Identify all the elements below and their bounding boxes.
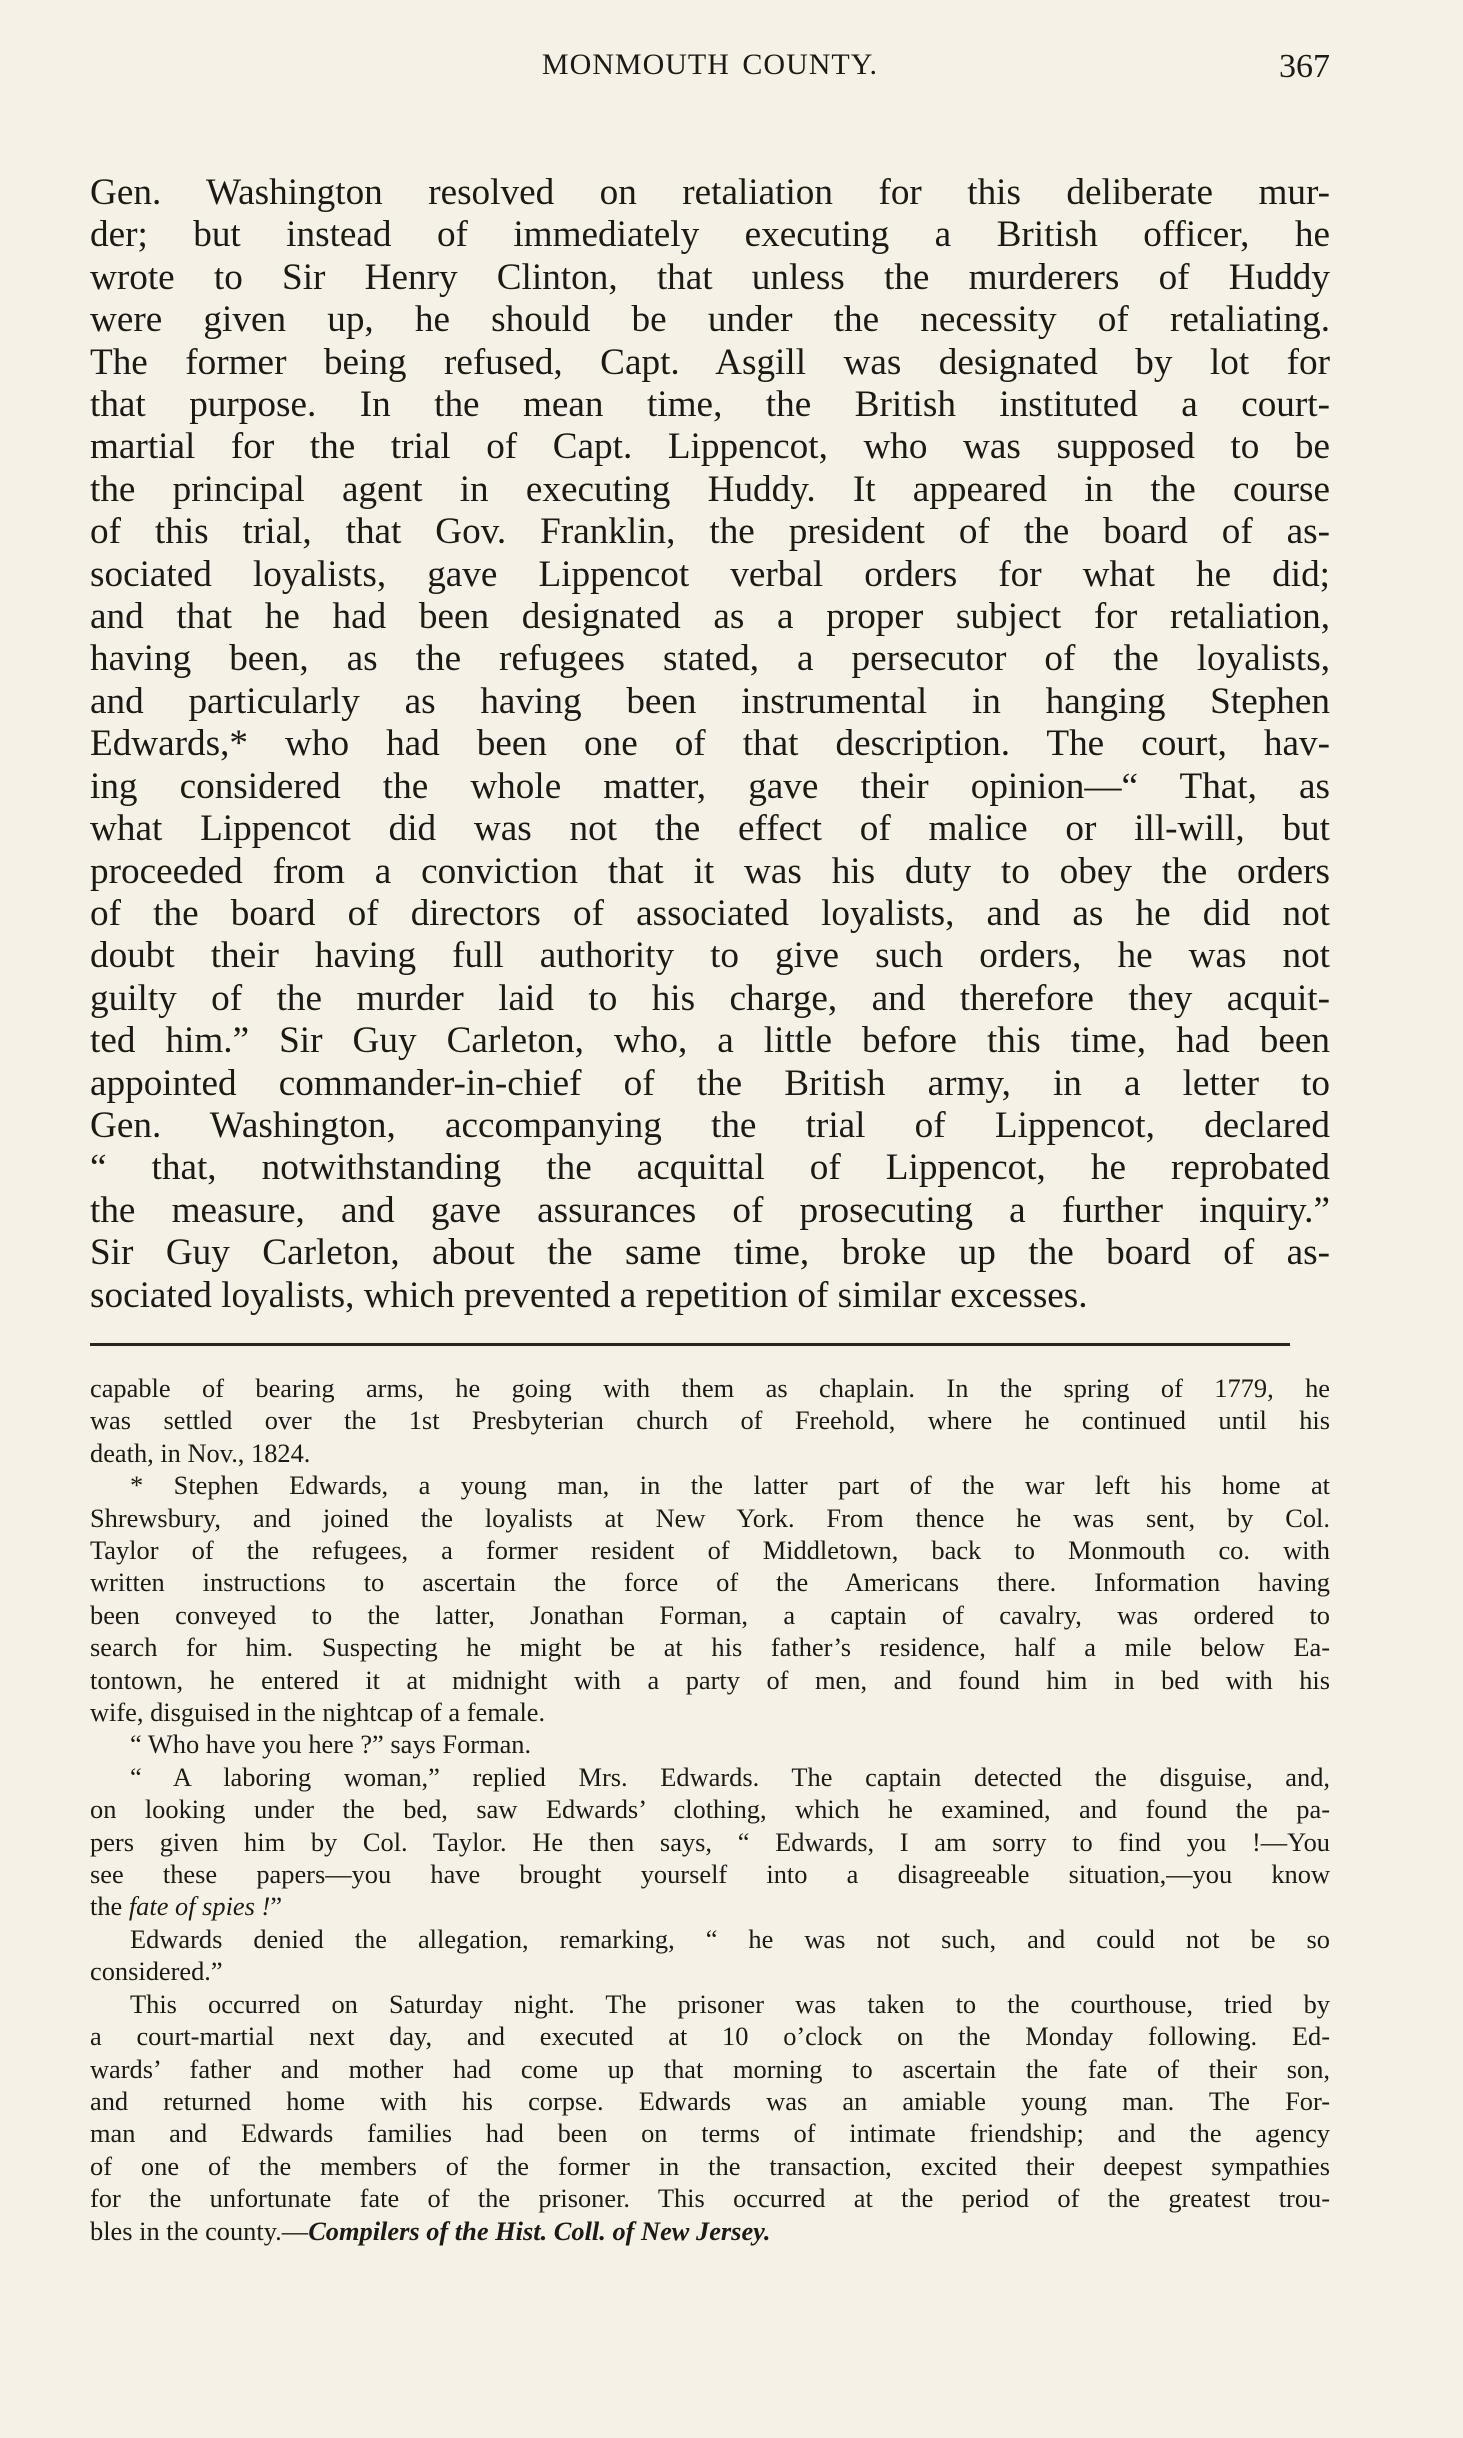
main-text-line: that purpose. In the mean time, the British instituted a court-	[90, 384, 1330, 426]
footnote-line: death, in Nov., 1824.	[90, 1437, 311, 1468]
main-text	[90, 172, 1330, 1317]
main-text-line: and particularly as having been instrumental in hanging Stephen	[90, 680, 1330, 722]
main-text-line: ted him.” Sir Guy Carleton, who, a little before this time, had been	[90, 1020, 1330, 1062]
page-header	[90, 48, 1330, 96]
main-text-line: guilty of the murder laid to his charge, and therefore they acquit-	[90, 977, 1330, 1019]
main-text-line: Gen. Washington resolved on retaliation for this deliberate mur-	[90, 172, 1330, 213]
main-text-line: “ that, notwithstanding the acquittal of Lippencot, he reprobated	[90, 1147, 1330, 1189]
footnote-line: search for him. Suspecting he might be at his father’s residence, half a mile below Ea-	[90, 1632, 1330, 1663]
footnote-line: a court-martial next day, and executed at 10 o’clock on the Monday following. Ed-	[90, 2021, 1330, 2052]
footnote-line: see these papers—you have brought yourself into a disagreeable situation,—you know	[90, 1859, 1330, 1890]
footnote-line: tontown, he entered it at midnight with a party of men, and found him in bed with his	[90, 1664, 1330, 1695]
footnote-line-attribution	[90, 2215, 1330, 2247]
footnote-line: of one of the members of the former in the transaction, excited their deepest sympathies	[90, 2150, 1330, 2181]
footnote-line: and returned home with his corpse. Edwards was an amiable young man. The For-	[90, 2085, 1330, 2116]
footnote-line: man and Edwards families had been on terms of intimate friendship; and the agency	[90, 2118, 1330, 2149]
main-text-line: appointed commander-in-chief of the British army, in a letter to	[90, 1062, 1330, 1104]
footnote-line: pers given him by Col. Taylor. He then says, “ Edwards, I am sorry to find you !—You	[90, 1826, 1330, 1857]
footnote-line: for the unfortunate fate of the prisoner. This occurred at the period of the greatest trou-	[90, 2183, 1330, 2214]
fate-line-suffix: ”	[270, 1891, 283, 1922]
footnote-line: on looking under the bed, saw Edwards’ clothing, which he examined, and found the pa-	[90, 1794, 1330, 1825]
main-text-line: having been, as the refugees stated, a persecutor of the loyalists,	[90, 638, 1330, 680]
main-text-line: martial for the trial of Capt. Lippencot, who was supposed to be	[90, 426, 1330, 468]
footnote-line: * Stephen Edwards, a young man, in the latter part of the war left his home at	[130, 1470, 1330, 1501]
footnote-line: Shrewsbury, and joined the loyalists at New York. From thence he was sent, by Col.	[90, 1502, 1330, 1533]
main-text-line: Sir Guy Carleton, about the same time, broke up the board of as-	[90, 1232, 1330, 1274]
main-text-line: were given up, he should be under the necessity of retaliating.	[90, 299, 1330, 341]
main-text-line: what Lippencot did was not the effect of malice or ill-will, but	[90, 808, 1330, 850]
fate-line-italic: fate of spies !	[128, 1891, 271, 1922]
main-text-line: of this trial, that Gov. Franklin, the president of the board of as-	[90, 511, 1330, 553]
footnote-line: “ A laboring woman,” replied Mrs. Edwards. The captain detected the disguise, and,	[130, 1761, 1330, 1792]
main-text-line: sociated loyalists, gave Lippencot verbal orders for what he did;	[90, 553, 1330, 595]
footnote-line: written instructions to ascertain the force of the Americans there. Information having	[90, 1567, 1330, 1598]
page-number: 367	[1279, 48, 1330, 85]
main-text-line: proceeded from a conviction that it was his duty to obey the orders	[90, 850, 1330, 892]
footnote-line: Edwards denied the allegation, remarking, “ he was not such, and could not be so	[130, 1923, 1330, 1954]
main-text-line: wrote to Sir Henry Clinton, that unless the murderers of Huddy	[90, 256, 1330, 298]
main-text-line: ing considered the whole matter, gave their opinion—“ That, as	[90, 765, 1330, 807]
footnote-line: was settled over the 1st Presbyterian church of Freehold, where he continued until his	[90, 1405, 1330, 1436]
main-text-line: the measure, and gave assurances of prosecuting a further inquiry.”	[90, 1189, 1330, 1231]
main-text-line: The former being refused, Capt. Asgill was designated by lot for	[90, 341, 1330, 383]
footnote-line: been conveyed to the latter, Jonathan Forman, a captain of cavalry, was ordered to	[90, 1599, 1330, 1630]
main-text-line: and that he had been designated as a proper subject for retaliation,	[90, 596, 1330, 638]
footnote-line: This occurred on Saturday night. The prisoner was taken to the courthouse, tried by	[130, 1988, 1330, 2019]
main-text-line: of the board of directors of associated loyalists, and as he did not	[90, 892, 1330, 934]
footnote-line: capable of bearing arms, he going with them as chaplain. In the spring of 1779, he	[90, 1372, 1330, 1403]
main-text-line: Edwards,* who had been one of that description. The court, hav-	[90, 723, 1330, 765]
footnote-line: considered.”	[90, 1956, 223, 1987]
main-text-line: der; but instead of immediately executing a British officer, he	[90, 214, 1330, 256]
running-head: MONMOUTH COUNTY.	[541, 48, 879, 81]
footnote-line: bles in the county.—	[90, 2215, 309, 2246]
footnote-line: “ Who have you here ?” says Forman.	[130, 1729, 532, 1760]
main-text-line: the principal agent in executing Huddy. It appeared in the course	[90, 468, 1330, 510]
main-text-line: Gen. Washington, accompanying the trial of Lippencot, declared	[90, 1104, 1330, 1146]
footnote-line: wife, disguised in the nightcap of a female.	[90, 1697, 546, 1728]
footnotes	[90, 1372, 1330, 2247]
main-text-line: doubt their having full authority to give such orders, he was not	[90, 935, 1330, 977]
attribution: Compilers of the Hist. Coll. of New Jersey.	[308, 2215, 771, 2246]
footnote-line: wards’ father and mother had come up that morning to ascertain the fate of their son,	[90, 2053, 1330, 2084]
footnote-line-fate-of-spies	[90, 1890, 1330, 1922]
footnote-line: Taylor of the refugees, a former resident of Middletown, back to Monmouth co. with	[90, 1535, 1330, 1565]
main-text-line: sociated loyalists, which prevented a repetition of similar excesses.	[90, 1274, 1088, 1316]
book-page	[90, 48, 1330, 2247]
footnote-rule	[90, 1343, 1290, 1346]
fate-line-prefix: the	[90, 1891, 129, 1922]
